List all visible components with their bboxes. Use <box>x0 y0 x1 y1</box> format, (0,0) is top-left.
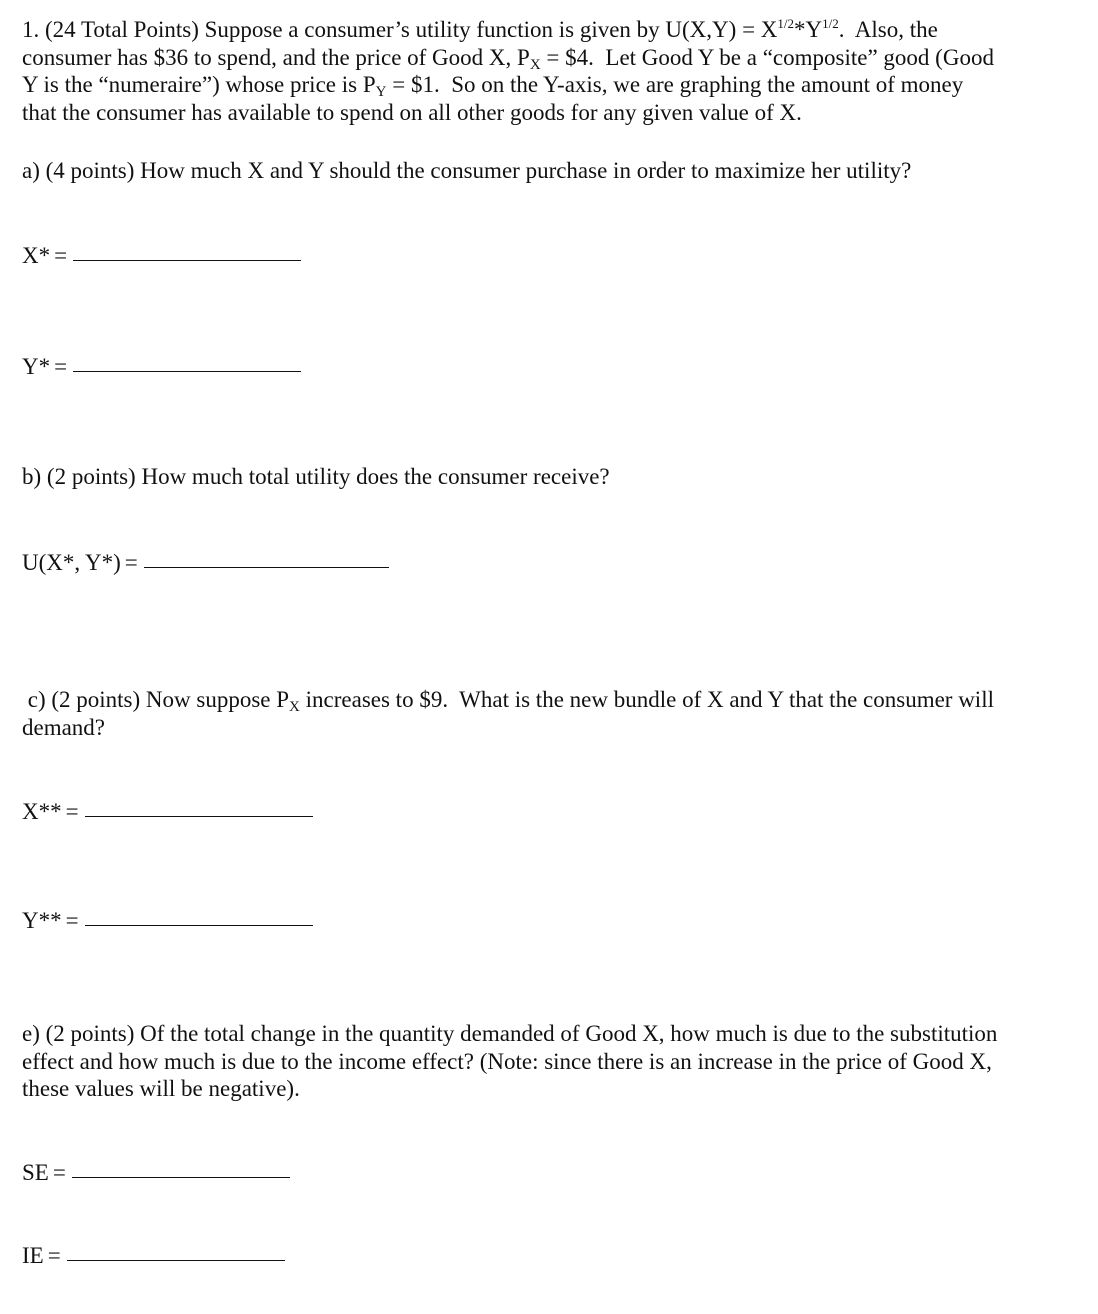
intro-line <box>22 71 1062 99</box>
part-e-question-line: effect and how much is due to the income effect? (Note: since there is an increase in the price of Good X, <box>22 1048 992 1074</box>
x-star-answer-blank[interactable] <box>73 259 301 261</box>
utility-answer-row <box>22 550 389 576</box>
part-b-question: b) (2 points) How much total utility does the consumer receive? <box>22 464 610 489</box>
part-e-question-line: e) (2 points) Of the total change in the quantity demanded of Good X, how much is due to the substitution <box>22 1021 998 1046</box>
part-c-question-line-1 <box>22 686 994 714</box>
intro-line <box>22 16 1062 44</box>
part-e-question-line: these values will be negative). <box>22 1076 300 1101</box>
intro-text: = $1. So on the Y-axis, we are graphing the amount of money <box>386 72 964 97</box>
y-double-star-answer-row <box>22 908 313 934</box>
px-subscript: X <box>289 699 300 715</box>
part-c-text: c) (2 points) Now suppose P <box>22 687 290 712</box>
intro-text: . Also, the <box>838 17 938 42</box>
equals-sign: = <box>47 1243 61 1268</box>
equals-sign: = <box>52 1160 66 1185</box>
part-e-question <box>22 1020 997 1103</box>
se-label: SE <box>22 1160 49 1185</box>
part-c-question-line-2: demand? <box>22 714 106 740</box>
exponent: 1/2 <box>822 16 839 31</box>
intro-line <box>22 99 1062 127</box>
x-double-star-label: X** <box>22 799 62 824</box>
x-star-label: X* <box>22 243 51 268</box>
y-star-answer-row <box>22 354 301 380</box>
x-double-star-answer-blank[interactable] <box>85 815 313 817</box>
equals-sign: = <box>54 354 68 379</box>
intro-text: consumer has $36 to spend, and the price of Good X, P <box>22 44 530 70</box>
part-c-text: increases to $9. What is the new bundle of X and Y that the consumer will <box>299 687 994 712</box>
y-star-answer-blank[interactable] <box>73 370 301 372</box>
y-star-label: Y* <box>22 354 51 379</box>
price-subscript: Y <box>375 84 387 100</box>
ie-answer-blank[interactable] <box>67 1259 285 1261</box>
equals-sign: = <box>124 550 138 575</box>
y-double-star-answer-blank[interactable] <box>85 924 313 926</box>
intro-text: = $4. Let Good Y be a “composite” good (Good <box>540 44 994 70</box>
equals-sign: = <box>65 908 79 933</box>
exponent: 1/2 <box>777 16 795 31</box>
intro-text: that the consumer has available to spend on all other goods for any given value of X. <box>22 99 802 125</box>
intro-text: Y is the “numeraire”) whose price is P <box>22 72 376 97</box>
problem-intro <box>22 16 1062 126</box>
equals-sign: = <box>65 799 79 824</box>
x-double-star-answer-row <box>22 799 313 825</box>
y-double-star-label: Y** <box>22 908 62 933</box>
part-c-question <box>22 686 994 741</box>
utility-answer-blank[interactable] <box>144 566 389 568</box>
intro-line <box>22 44 1062 72</box>
part-a-question: a) (4 points) How much X and Y should the consumer purchase in order to maximize her utility? <box>22 158 912 183</box>
ie-label: IE <box>22 1243 44 1268</box>
utility-label: U(X*, Y*) <box>22 550 121 575</box>
equals-sign: = <box>54 243 68 268</box>
intro-text: *Y <box>794 17 823 42</box>
se-answer-row <box>22 1160 290 1186</box>
se-answer-blank[interactable] <box>72 1176 290 1178</box>
intro-text: 1. (24 Total Points) Suppose a consumer’s utility function is given by U(X,Y) = X <box>22 17 778 42</box>
x-star-answer-row <box>22 243 301 269</box>
ie-answer-row <box>22 1243 285 1269</box>
price-subscript: X <box>529 56 541 73</box>
